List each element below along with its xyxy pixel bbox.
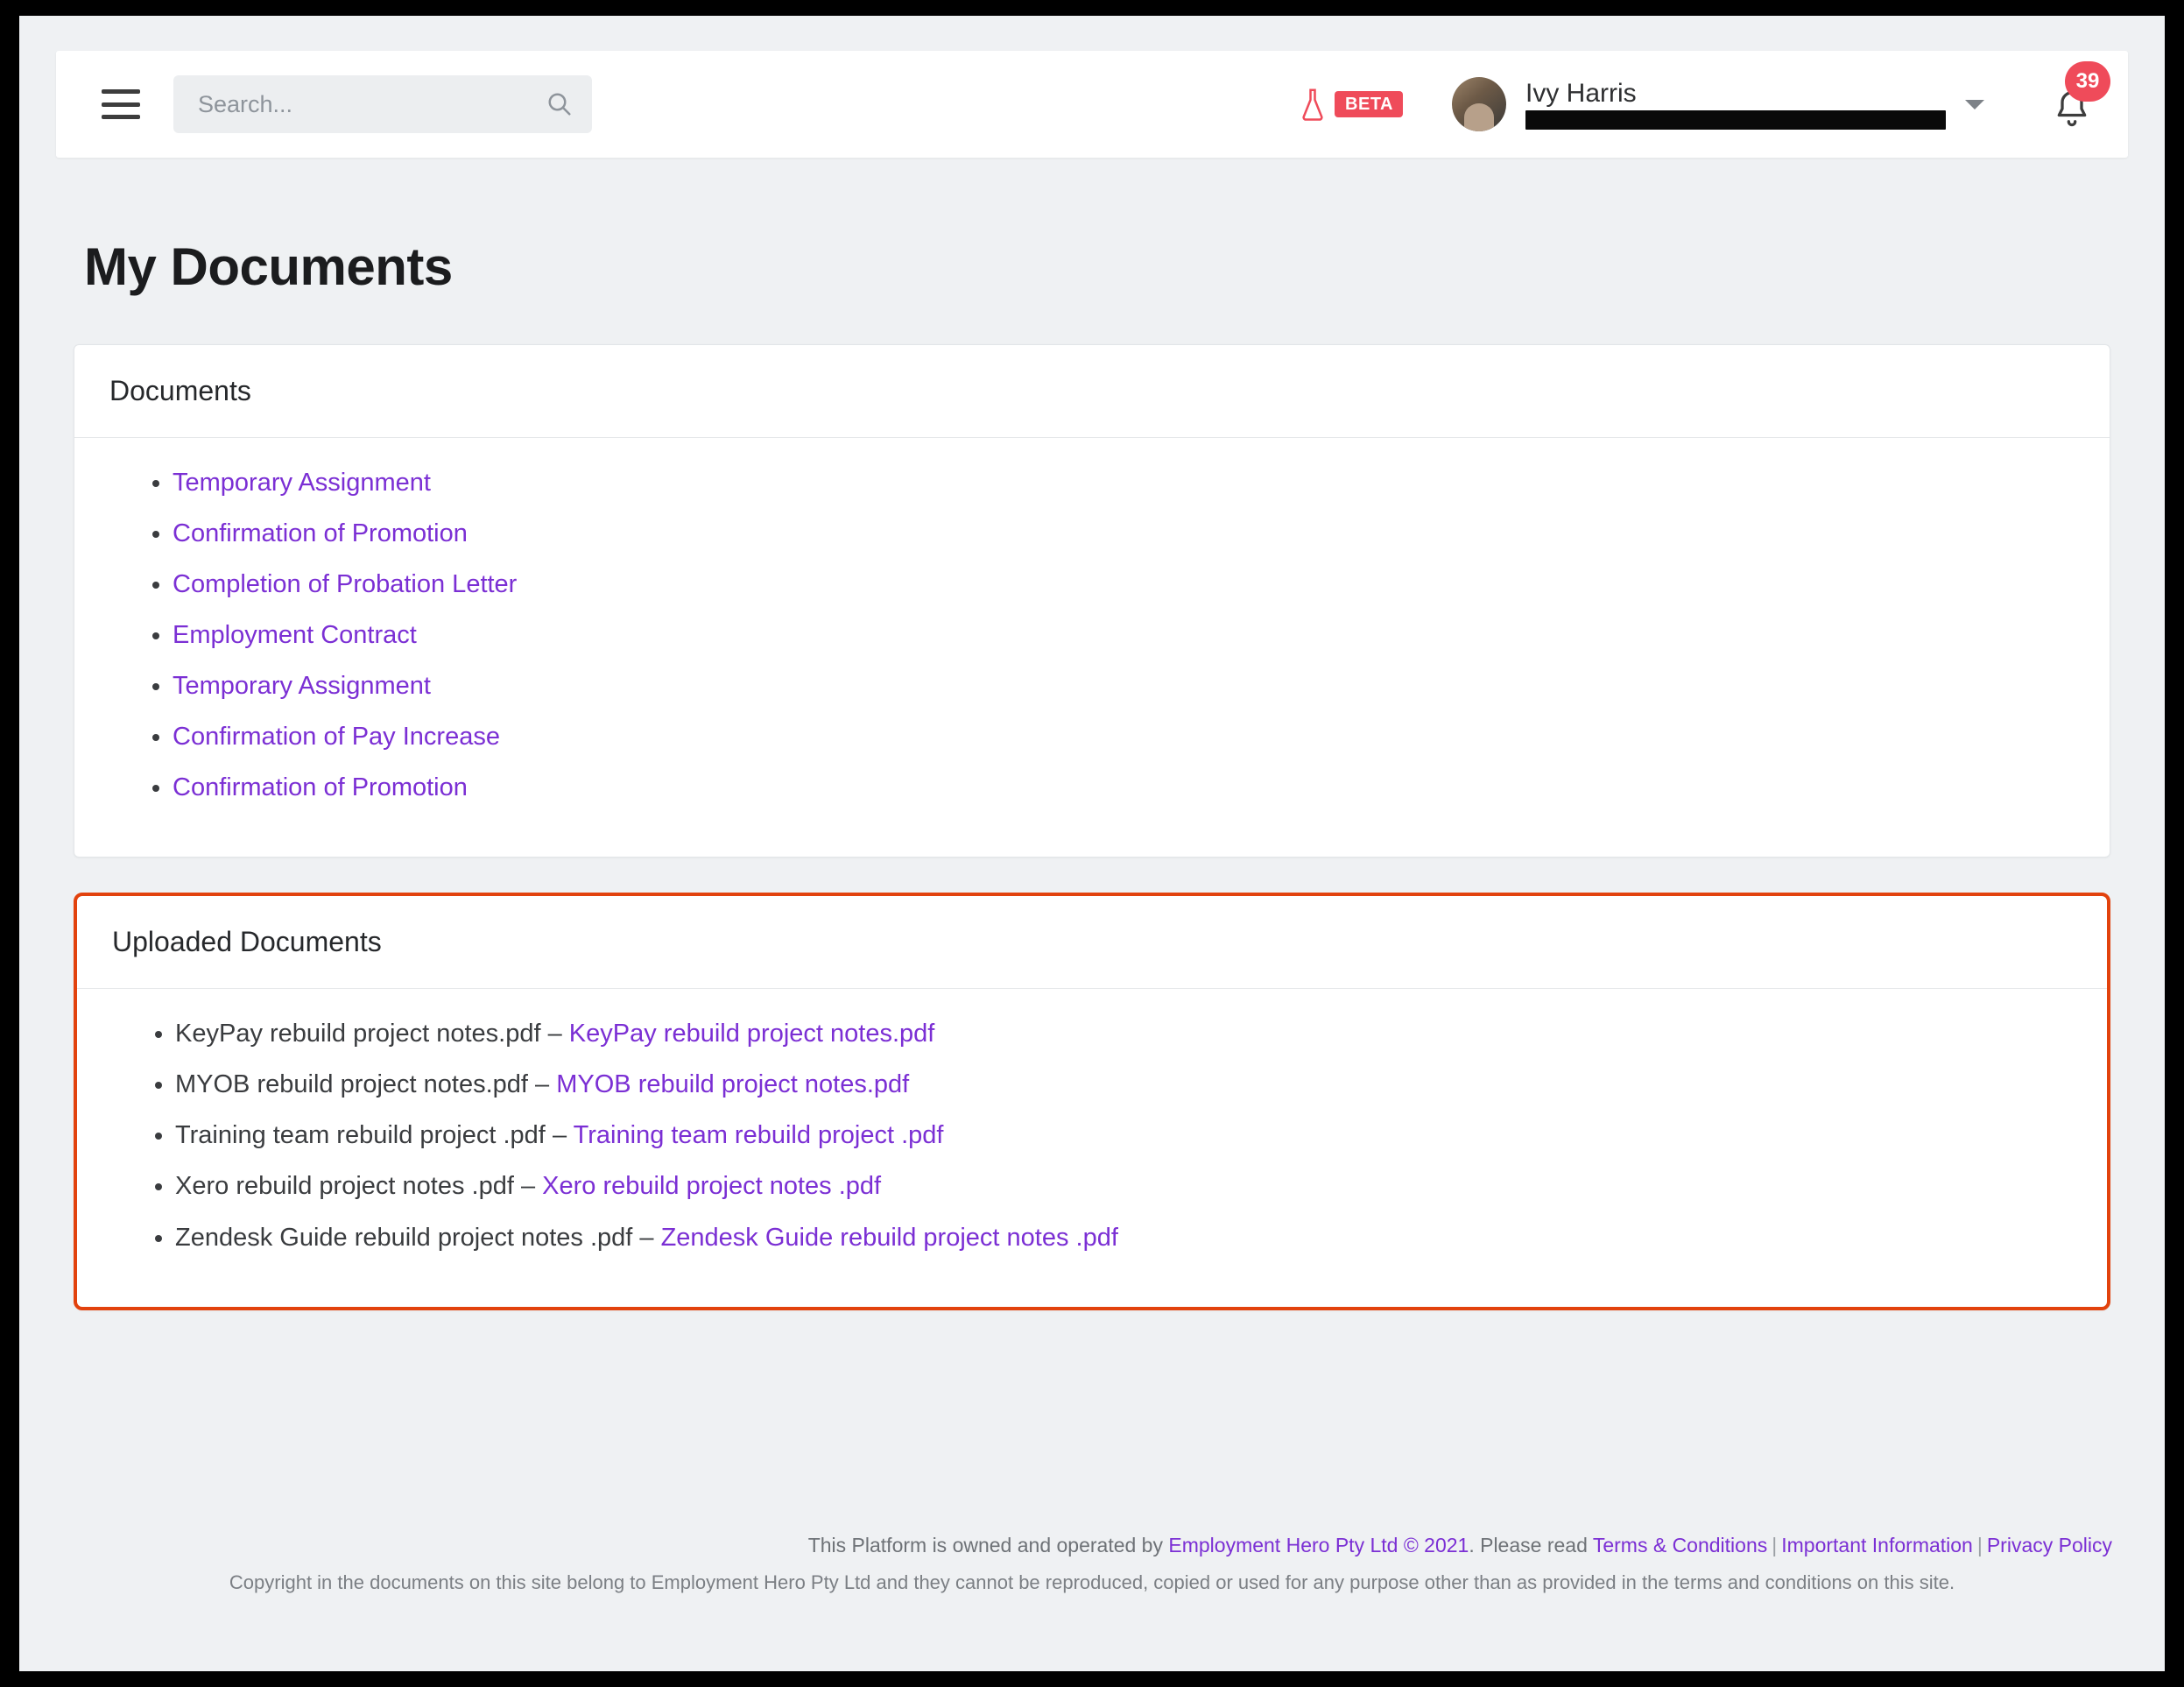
- documents-card-body: [74, 438, 2110, 857]
- hamburger-bar: [102, 102, 140, 107]
- footer-owned-suffix: . Please read: [1469, 1534, 1593, 1556]
- separator-dash: –: [547, 1020, 562, 1048]
- uploaded-file-name: Zendesk Guide rebuild project notes .pdf: [175, 1223, 633, 1252]
- list-item: [173, 464, 2075, 501]
- separator-dash: –: [535, 1070, 550, 1099]
- beta-badge: BETA: [1335, 91, 1403, 117]
- list-item: [173, 515, 2075, 552]
- footer-owned-prefix: This Platform is owned and operated by: [807, 1534, 1169, 1556]
- employment-hero-link[interactable]: Employment Hero Pty Ltd © 2021: [1168, 1534, 1469, 1556]
- footer-legal-line: [56, 1534, 2128, 1557]
- uploaded-file-link[interactable]: MYOB rebuild project notes.pdf: [556, 1070, 910, 1099]
- document-link[interactable]: Employment Contract: [173, 621, 417, 650]
- document-link[interactable]: Confirmation of Promotion: [173, 773, 468, 802]
- document-link[interactable]: Confirmation of Pay Increase: [173, 723, 500, 752]
- separator-dash: –: [639, 1223, 654, 1252]
- uploaded-file-link[interactable]: KeyPay rebuild project notes.pdf: [568, 1020, 935, 1048]
- list-item: [175, 1117, 2072, 1154]
- list-item: [173, 566, 2075, 603]
- user-info: [1525, 79, 1946, 131]
- list-item: [175, 1015, 2072, 1052]
- notifications-button[interactable]: [2047, 69, 2100, 131]
- topbar-right-group: [1300, 69, 2100, 131]
- app-page: [19, 16, 2165, 1671]
- list-item: [173, 718, 2075, 755]
- hamburger-bar: [102, 115, 140, 119]
- avatar: [1452, 77, 1506, 131]
- footer-copyright: Copyright in the documents on this site belong to Employment Hero Pty Ltd and they cannot be reproduced, copied or used for any purpose other than as provided in the terms and conditions on this site.: [229, 1571, 1955, 1593]
- user-menu[interactable]: [1452, 77, 2002, 131]
- uploaded-documents-card-body: [77, 989, 2107, 1306]
- uploaded-documents-list: [112, 1015, 2072, 1255]
- uploaded-documents-card: [74, 893, 2110, 1309]
- list-item: [173, 617, 2075, 653]
- document-link[interactable]: Temporary Assignment: [173, 469, 431, 497]
- documents-card: [74, 344, 2110, 858]
- top-navigation-bar: [56, 51, 2128, 158]
- list-item: [173, 667, 2075, 704]
- notification-count-badge: 39: [2065, 61, 2110, 102]
- list-item: [173, 769, 2075, 806]
- separator-dash: –: [520, 1172, 536, 1201]
- uploaded-file-link[interactable]: Zendesk Guide rebuild project notes .pdf: [660, 1223, 1118, 1252]
- hamburger-icon[interactable]: [102, 89, 140, 119]
- chevron-down-icon[interactable]: [1965, 100, 1984, 109]
- uploaded-file-name: Xero rebuild project notes .pdf: [175, 1172, 514, 1201]
- list-item: [175, 1168, 2072, 1204]
- uploaded-file-link[interactable]: Training team rebuild project .pdf: [573, 1121, 944, 1150]
- hamburger-bar: [102, 89, 140, 94]
- page-title: My Documents: [84, 237, 453, 296]
- list-item: [175, 1219, 2072, 1256]
- flask-icon: [1300, 88, 1326, 121]
- document-link[interactable]: Confirmation of Promotion: [173, 519, 468, 548]
- uploaded-file-name: Training team rebuild project .pdf: [175, 1121, 546, 1150]
- uploaded-file-name: KeyPay rebuild project notes.pdf: [175, 1020, 541, 1048]
- separator-dash: –: [552, 1121, 567, 1150]
- documents-card-header: Documents: [74, 345, 2110, 438]
- terms-conditions-link[interactable]: Terms & Conditions: [1592, 1534, 1768, 1556]
- uploaded-file-name: MYOB rebuild project notes.pdf: [175, 1070, 528, 1099]
- uploaded-documents-card-header: Uploaded Documents: [77, 896, 2107, 989]
- beta-toggle[interactable]: [1300, 88, 1403, 121]
- search-box: [173, 75, 592, 133]
- footer-separator: |: [1976, 1534, 1983, 1556]
- search-input[interactable]: [173, 75, 592, 133]
- main-content: [56, 191, 2128, 1345]
- document-link[interactable]: Temporary Assignment: [173, 672, 431, 701]
- important-information-link[interactable]: Important Information: [1781, 1534, 1973, 1556]
- uploaded-file-link[interactable]: Xero rebuild project notes .pdf: [542, 1172, 882, 1201]
- user-name: Ivy Harris: [1525, 78, 1637, 108]
- footer-separator: |: [1772, 1534, 1778, 1556]
- document-link[interactable]: Completion of Probation Letter: [173, 570, 518, 599]
- user-email-redacted: [1525, 110, 1946, 130]
- footer: [56, 1534, 2128, 1594]
- list-item: [175, 1066, 2072, 1103]
- privacy-policy-link[interactable]: Privacy Policy: [1986, 1534, 2112, 1556]
- documents-list: [109, 464, 2075, 806]
